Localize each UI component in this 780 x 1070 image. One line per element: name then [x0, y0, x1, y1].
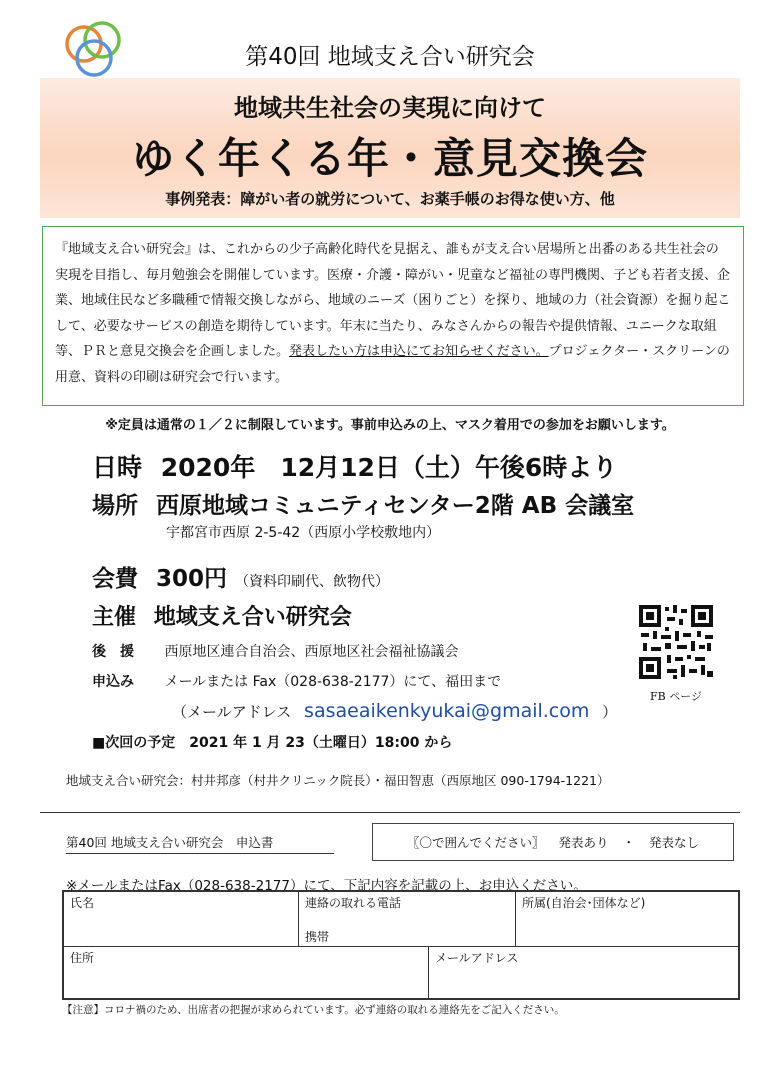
support-label: 後 援: [92, 644, 134, 660]
footnote: 【注意】コロナ禍のため、出席者の把握が求められています。必ず連絡の取れる連絡先をご記入ください。: [62, 1004, 565, 1016]
cut-line: [40, 812, 740, 813]
date-line: [92, 448, 617, 484]
series-title: 第40回 地域支え合い研究会: [245, 44, 535, 70]
case-presentations: 事例発表：障がい者の就労について、お薬手帳のお得な使い方、他: [165, 190, 615, 208]
fee-value: 300円: [156, 566, 228, 592]
qr-label: FB ページ: [650, 690, 702, 703]
host-value: 地域支え合い研究会: [153, 605, 352, 630]
place-line: [92, 487, 634, 520]
contact-line: 地域支え合い研究会：村井邦彦（村井クリニック院長）・福田智恵（西原地区 090-1794-1221）: [66, 773, 610, 788]
apply-line: [92, 671, 501, 691]
mobile-label: 携帯: [305, 930, 330, 944]
address-label: 住所: [70, 951, 95, 965]
intro-text-end: プロジェクター・スクリーンの用意、資料の印刷は研究会で行います。: [55, 344, 730, 385]
org-cell[interactable]: [515, 891, 739, 947]
intro-box: [42, 226, 744, 406]
email-link[interactable]: sasaeaikenkyukai@gmail.com: [304, 700, 590, 722]
capacity-notice: ※定員は通常の１／２に制限しています。事前申込みの上、マスク着用での参加をお願いします。: [105, 418, 675, 433]
choice-no[interactable]: 発表なし: [649, 835, 700, 850]
support-line: [92, 641, 458, 661]
address: 宇都宮市西原 2-5-42（西原小学校敷地内）: [166, 525, 441, 541]
email-label: メールアドレス: [435, 951, 519, 965]
email-prefix: （メールアドレス: [172, 703, 292, 721]
main-title: ゆく年くる年・意見交換会: [131, 134, 648, 183]
name-cell[interactable]: [63, 891, 299, 947]
intro-underlined: 発表したい方は申込にてお知らせください。: [289, 344, 549, 359]
intro-text: 『地域支え合い研究会』は、これからの少子高齢化時代を見据え、誰もが支え合い居場所と出番のある共生社会の実現を目指し、毎月勉強会を開催しています。医療・介護・障がい・児童など福祉の専門機関、子ども若者支援、企業、地域住民など多職種で情報交換しながら、地域のニーズ（困りごと）を探り、地域の力（社会資源）を掘り起こして、必要なサービスの創造を期待しています。年末に当たり、みなさんからの報告や提供情報、ユニークな取組等、ＰＲと意見交換会を企画しました。: [55, 242, 731, 359]
form-title: 第40回 地域支え合い研究会 申込書: [66, 833, 334, 854]
phone-label: 連絡の取れる電話: [305, 896, 402, 910]
presentation-choice: [372, 823, 734, 861]
place-value: 西原地域コミュニティセンター2階 AB 会議室: [156, 493, 635, 519]
choice-separator: ・: [622, 835, 636, 850]
fee-label: 会費: [92, 566, 138, 592]
place-label: 場所: [92, 493, 138, 519]
email-suffix: ）: [602, 703, 618, 721]
host-label: 主催: [92, 605, 137, 630]
support-value: 西原地区連合自治会、西原地区社会福祉協議会: [164, 644, 459, 660]
date-label: 日時: [92, 453, 143, 482]
name-label: 氏名: [70, 896, 95, 910]
apply-label: 申込み: [92, 674, 134, 690]
address-cell[interactable]: [63, 946, 429, 999]
org-label: 所属(自治会･団体など): [522, 896, 646, 910]
qr-code-icon[interactable]: [637, 603, 715, 681]
subtitle: 地域共生社会の実現に向けて: [234, 94, 546, 122]
choice-yes[interactable]: 発表あり: [558, 835, 609, 850]
form-instruction: ※メールまたはFax（028-638-2177）にて、下記内容を記載の上、お申込ください。: [66, 878, 587, 894]
fee-note: （資料印刷代、飲物代）: [235, 574, 390, 590]
email-line: [172, 700, 617, 722]
date-value: 2020年 12月12日（土）午後6時より: [160, 453, 618, 482]
choice-prompt: 〖〇で囲んでください〗: [406, 835, 545, 850]
fee-line: [92, 560, 389, 593]
apply-value: メールまたは Fax（028-638-2177）にて、福田まで: [164, 674, 502, 690]
next-meeting: ■次回の予定 2021 年 1 月 23（土曜日）18:00 から: [92, 735, 453, 751]
application-table: [62, 890, 740, 1000]
host-line: [92, 600, 352, 631]
email-cell[interactable]: [428, 946, 739, 999]
phone-cell[interactable]: [298, 891, 516, 947]
